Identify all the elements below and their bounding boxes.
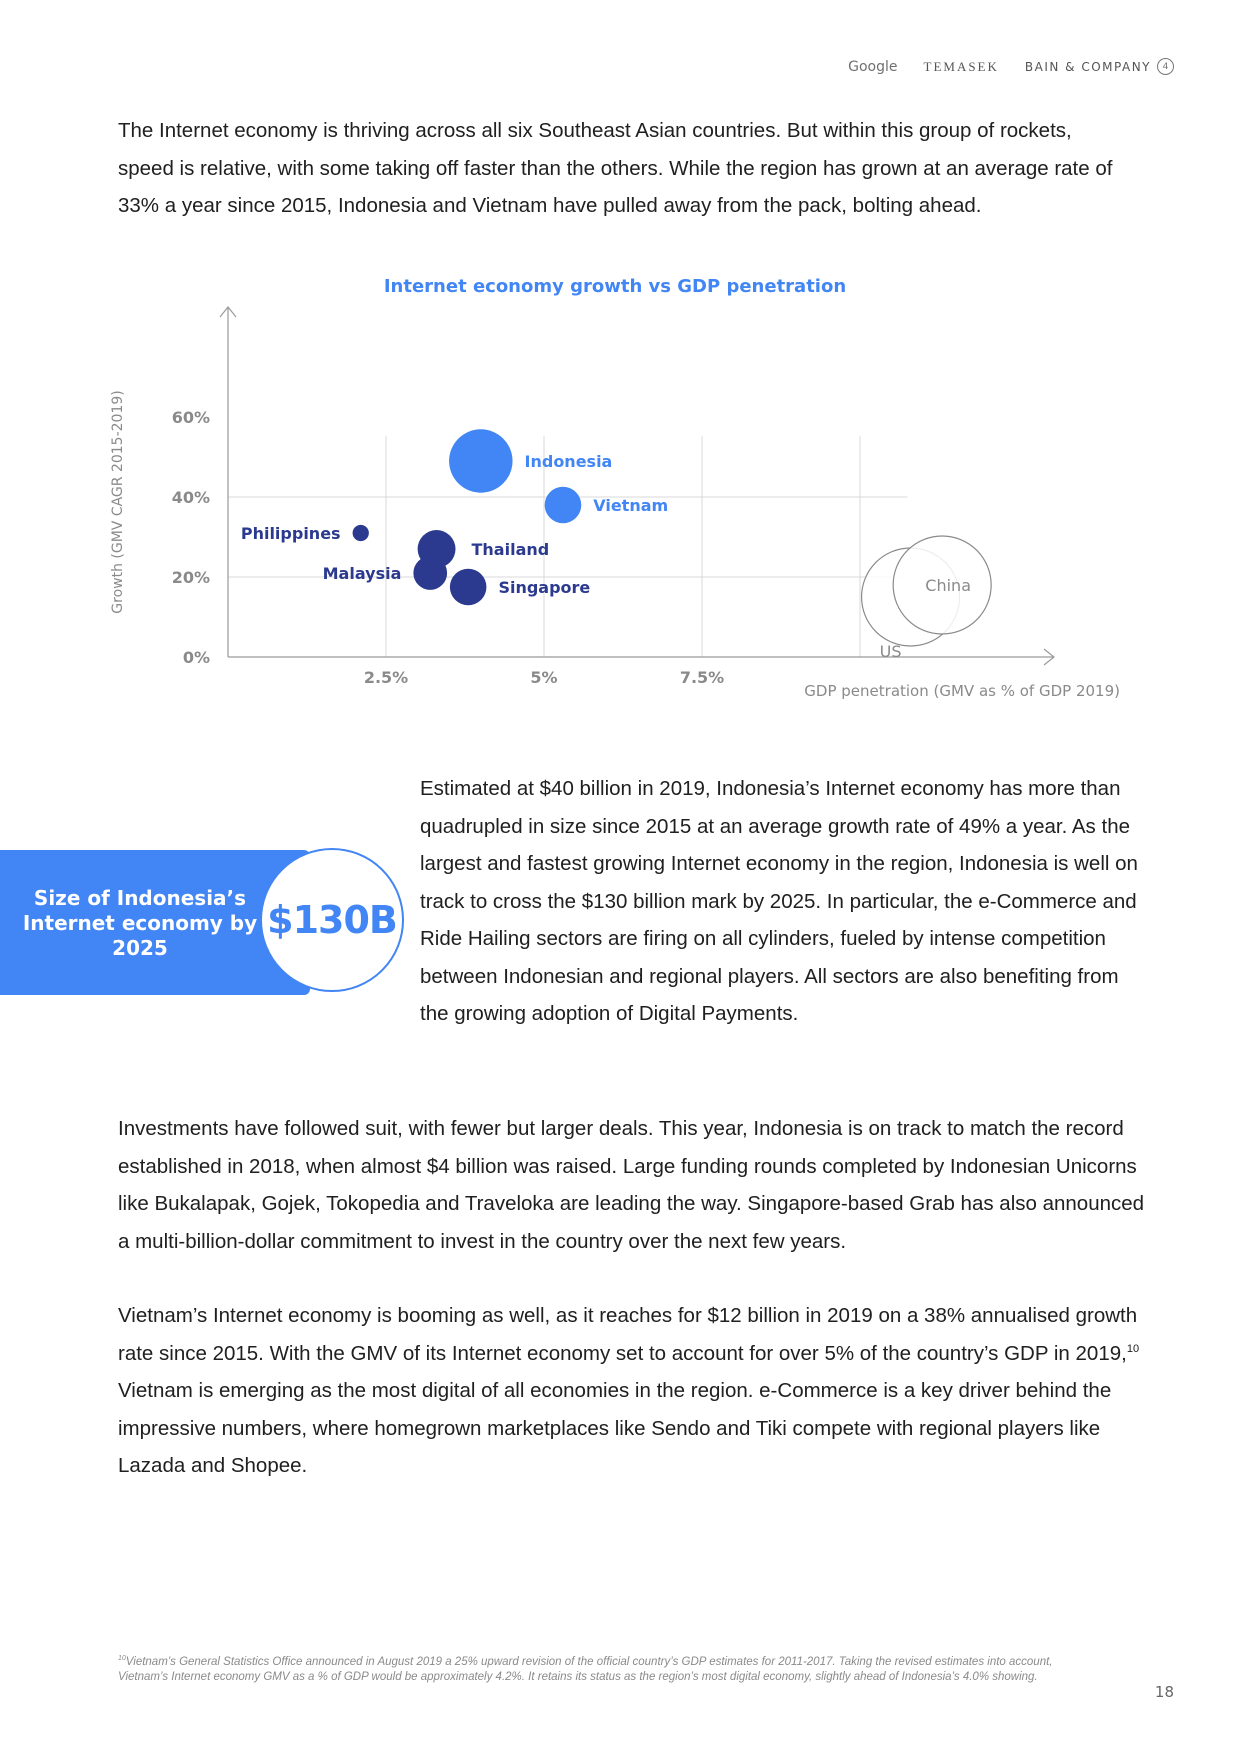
bubble-singapore — [450, 569, 487, 606]
page-number: 18 — [1154, 1683, 1174, 1701]
vietnam-paragraph — [118, 1297, 1148, 1485]
bubble-label-singapore: Singapore — [498, 578, 591, 597]
bain-logo — [1025, 58, 1174, 75]
callout-label: Size of Indonesia’s Internet economy by 2025 — [22, 886, 258, 960]
vietnam-text-1: Vietnam’s Internet economy is booming as well, as it reaches for $12 billion in 2019 on a 38% annualised growth rate since 2015. With the GMV of its Internet economy set to account for over 5% of the country’s GDP in 2019, — [118, 1304, 1138, 1365]
x-tick-label: 2.5% — [363, 668, 409, 687]
bubble-label-thailand: Thailand — [471, 540, 550, 559]
google-logo: Google — [848, 58, 898, 75]
bubble-philippines — [353, 525, 369, 541]
investments-paragraph: Investments have followed suit, with fewer but larger deals. This year, Indonesia is on track to match the record established in 2018, when almost $4 billion was raised. Large funding rounds completed by Indonesian Unicorns like Bukalapak, Gojek, Tokopedia and Traveloka are leading the way. Singapore-based Grab has also announced a multi-billion-dollar commitment to invest in the country over the next few years. — [118, 1117, 1145, 1253]
footnote — [118, 1655, 1098, 1685]
vietnam-text-2: Vietnam is emerging as the most digital of all economies in the region. e-Commerce is a key driver behind the impressive numbers, where homegrown marketplaces like Sendo and Tiki compete with regional players like Lazada and Shopee. — [118, 1379, 1112, 1477]
bubble-label-china: China — [925, 576, 972, 595]
y-tick-label: 20% — [171, 568, 210, 587]
temasek-logo: TEMASEK — [923, 58, 999, 74]
chart-title: Internet economy growth vs GDP penetration — [383, 276, 847, 297]
y-tick-label: 60% — [171, 408, 210, 427]
bubble-indonesia — [449, 429, 512, 492]
partner-logos — [848, 58, 1174, 75]
chart-x-axis-label: GDP penetration (GMV as % of GDP 2019) — [804, 682, 1120, 700]
callout-circle — [260, 848, 404, 992]
bubble-label-philippines: Philippines — [240, 524, 341, 543]
y-tick-label: 40% — [171, 488, 210, 507]
bubble-label-us: US — [879, 642, 902, 661]
bain-mark-icon: 4 — [1157, 58, 1174, 75]
x-tick-label: 7.5% — [679, 668, 725, 687]
chart-y-axis-label: Growth (GMV CAGR 2015-2019) — [110, 390, 126, 614]
footnote-number: 10 — [118, 1655, 126, 1663]
callout-value: $130B — [267, 898, 397, 942]
intro-paragraph: The Internet economy is thriving across all six Southeast Asian countries. But within this group of rockets, speed is relative, with some taking off faster than the others. While the region has grown at an average rate of 33% a year since 2015, Indonesia and Vietnam have pulled away from the pack, bolting ahead. — [118, 119, 1113, 217]
bain-logo-text: BAIN & COMPANY — [1024, 59, 1151, 74]
bubble-label-vietnam: Vietnam — [593, 496, 669, 515]
indonesia-paragraph: Estimated at $40 billion in 2019, Indonesia’s Internet economy has more than quadrupled in size since 2015 at an average growth rate of 49% a year. As the largest and fastest growing Internet economy in the region, Indonesia is well on track to cross the $130 billion mark by 2025. In particular, the e-Commerce and Ride Hailing sectors are firing on all cylinders, fueled by intense competition between Indonesian and regional players. All sectors are also benefiting from the growing adoption of Digital Payments. — [420, 777, 1138, 1025]
footnote-ref: 10 — [1126, 1342, 1140, 1355]
bubble-label-malaysia: Malaysia — [322, 564, 402, 583]
bubble-vietnam — [545, 487, 582, 524]
bubble-malaysia — [413, 556, 447, 590]
x-tick-label: 5% — [530, 668, 558, 687]
footnote-text: Vietnam’s General Statistics Office announced in August 2019 a 25% upward revision of the official country’s GDP estimates for 2011-2017. Taking the revised estimates into account, Vietnam’s Internet economy GMV as a % of GDP would be approximately 4.2%. It retains its status as the region’s most digital economy, slightly ahead of Indonesia’s 4.0% showing. — [118, 1656, 1053, 1683]
bubble-label-indonesia: Indonesia — [524, 452, 613, 471]
growth-vs-penetration-chart — [100, 262, 1160, 712]
y-tick-label: 0% — [182, 648, 210, 667]
